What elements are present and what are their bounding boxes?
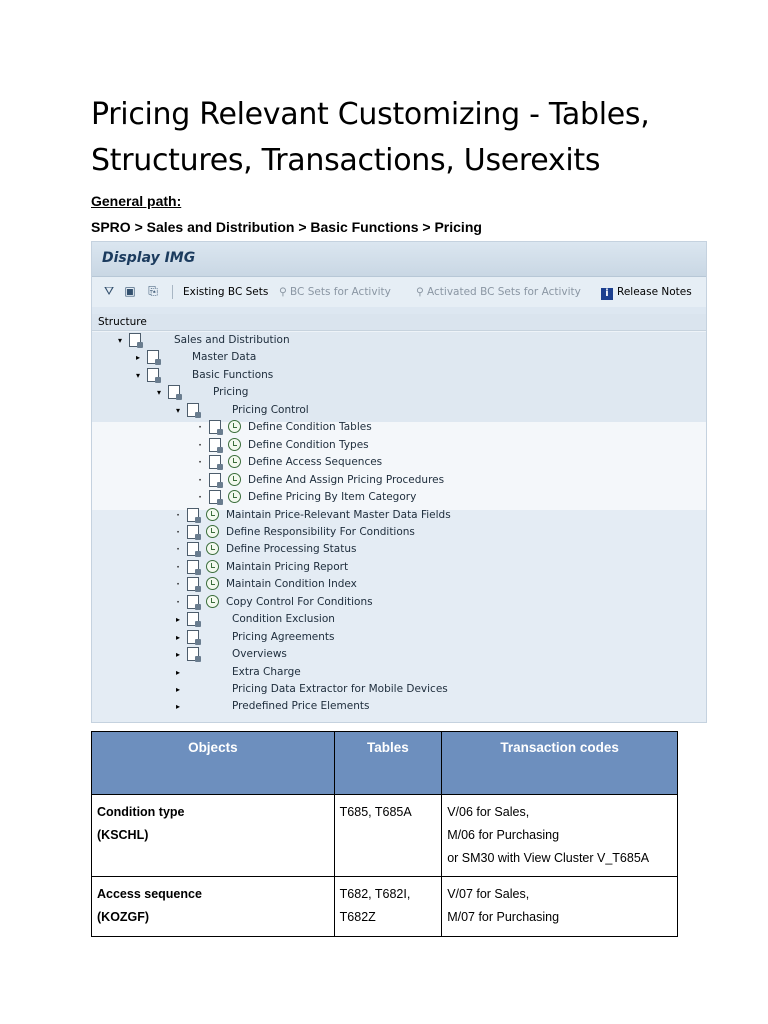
table-row bbox=[92, 877, 678, 937]
tree-node-label[interactable]: Master Data bbox=[192, 351, 257, 364]
info-icon: i bbox=[601, 288, 613, 300]
tree-node-label[interactable]: Sales and Distribution bbox=[174, 334, 290, 346]
leaf-bullet-icon[interactable]: · bbox=[198, 490, 202, 505]
document-icon[interactable] bbox=[187, 647, 199, 661]
bc-sets-for-activity-label: BC Sets for Activity bbox=[290, 286, 391, 298]
tree-node[interactable] bbox=[92, 611, 706, 628]
tree-node-label[interactable]: Define And Assign Pricing Procedures bbox=[248, 473, 445, 486]
tree-node[interactable] bbox=[92, 681, 706, 698]
tree-node[interactable] bbox=[92, 349, 706, 366]
expanded-arrow-icon[interactable]: ▾ bbox=[175, 405, 180, 415]
header-tables: Tables bbox=[334, 732, 442, 795]
document-icon[interactable] bbox=[209, 438, 221, 452]
tcode-line: V/07 for Sales, bbox=[447, 887, 530, 901]
tables-cell bbox=[334, 877, 442, 937]
sap-window-title: Display IMG bbox=[102, 250, 196, 266]
general-path: SPRO > Sales and Distribution > Basic Functions > Pricing bbox=[91, 219, 482, 235]
tree-node[interactable] bbox=[92, 524, 706, 541]
document-icon[interactable] bbox=[187, 577, 199, 591]
tree-node-label[interactable]: Extra Charge bbox=[232, 665, 301, 678]
release-notes-label: Release Notes bbox=[617, 286, 692, 298]
leaf-bullet-icon[interactable]: · bbox=[176, 507, 180, 522]
execute-clock-icon[interactable] bbox=[206, 542, 219, 555]
document-icon[interactable] bbox=[168, 385, 180, 399]
table-row bbox=[92, 795, 678, 877]
document-icon[interactable] bbox=[209, 473, 221, 487]
sap-display-img-screenshot bbox=[91, 241, 707, 723]
collapsed-arrow-icon[interactable]: ▸ bbox=[135, 353, 140, 363]
collapsed-arrow-icon[interactable]: ▸ bbox=[175, 702, 180, 712]
sap-title-bar bbox=[92, 242, 706, 277]
release-notes-button[interactable] bbox=[601, 286, 692, 300]
expanded-arrow-icon[interactable]: ▾ bbox=[117, 336, 122, 345]
tree-node[interactable] bbox=[92, 437, 706, 454]
tree-node[interactable] bbox=[92, 402, 706, 419]
table-names: T682Z bbox=[339, 910, 376, 924]
document-icon[interactable] bbox=[209, 490, 221, 504]
general-path-label: General path: bbox=[91, 193, 182, 209]
execute-clock-icon[interactable] bbox=[206, 508, 219, 521]
document-icon[interactable] bbox=[187, 542, 199, 556]
tree-node[interactable] bbox=[92, 576, 706, 593]
img-structure-tree bbox=[92, 314, 706, 722]
bc-sets-icon: ⚲ bbox=[279, 286, 291, 298]
sap-toolbar bbox=[92, 277, 706, 307]
document-icon[interactable] bbox=[187, 630, 199, 644]
leaf-bullet-icon[interactable]: · bbox=[198, 437, 202, 452]
tcode-line: or SM30 with View Cluster V_T685A bbox=[447, 851, 650, 865]
tree-node-label[interactable]: Maintain Condition Index bbox=[226, 578, 357, 591]
table-header-row bbox=[92, 732, 678, 795]
save-icon[interactable]: ▣ bbox=[124, 284, 136, 298]
activated-bc-sets-button[interactable] bbox=[416, 286, 581, 298]
document-icon[interactable] bbox=[187, 595, 199, 609]
table-names: T685, T685A bbox=[339, 805, 412, 819]
collapsed-arrow-icon[interactable]: ▸ bbox=[175, 685, 180, 694]
objects-table bbox=[91, 731, 678, 937]
object-cell bbox=[92, 877, 335, 937]
tree-node[interactable] bbox=[92, 489, 706, 506]
document-icon[interactable] bbox=[129, 333, 141, 347]
export-icon[interactable]: ⎘ bbox=[148, 284, 158, 298]
leaf-bullet-icon[interactable]: · bbox=[176, 542, 180, 557]
document-icon[interactable] bbox=[187, 525, 199, 539]
document-icon[interactable] bbox=[187, 560, 199, 574]
leaf-bullet-icon[interactable]: · bbox=[176, 524, 180, 539]
tree-node-label[interactable]: Condition Exclusion bbox=[232, 613, 335, 626]
tree-node[interactable] bbox=[92, 541, 706, 558]
tree-node-label[interactable]: Define Pricing By Item Category bbox=[248, 491, 417, 504]
tree-node[interactable] bbox=[92, 367, 706, 384]
document-icon[interactable] bbox=[187, 508, 199, 522]
page-title: Pricing Relevant Customizing - Tables, Structures, Transactions, Userexits bbox=[91, 97, 650, 178]
tcode-line: M/07 for Purchasing bbox=[447, 910, 560, 924]
collapsed-arrow-icon[interactable]: ▸ bbox=[175, 632, 180, 642]
bc-sets-for-activity-button[interactable] bbox=[279, 286, 391, 298]
expanded-arrow-icon[interactable]: ▾ bbox=[156, 388, 161, 398]
collapsed-arrow-icon[interactable]: ▸ bbox=[175, 667, 180, 677]
header-transaction-codes: Transaction codes bbox=[442, 732, 678, 795]
document-icon[interactable] bbox=[147, 350, 159, 364]
leaf-bullet-icon[interactable]: · bbox=[198, 455, 202, 470]
tree-node-label[interactable]: Define Responsibility For Conditions bbox=[226, 525, 415, 538]
document-icon[interactable] bbox=[209, 455, 221, 469]
tcode-line: V/06 for Sales, bbox=[447, 805, 530, 819]
document-icon[interactable] bbox=[187, 403, 199, 417]
object-cell bbox=[92, 795, 335, 877]
leaf-bullet-icon[interactable]: · bbox=[176, 594, 180, 609]
tcodes-cell bbox=[442, 795, 678, 877]
leaf-bullet-icon[interactable]: · bbox=[198, 420, 202, 435]
tree-node[interactable] bbox=[92, 559, 706, 576]
execute-clock-icon[interactable] bbox=[228, 438, 241, 451]
tree-node[interactable] bbox=[92, 472, 706, 489]
tree-node-label[interactable]: Basic Functions bbox=[192, 368, 274, 381]
tree-node-label[interactable]: Pricing Control bbox=[232, 403, 309, 416]
tcode-line: M/06 for Purchasing bbox=[447, 828, 560, 842]
tree-node[interactable] bbox=[92, 664, 706, 681]
tree-node-label[interactable]: Define Access Sequences bbox=[248, 456, 383, 469]
expanded-arrow-icon[interactable]: ▾ bbox=[135, 370, 140, 380]
tree-node[interactable] bbox=[92, 332, 706, 349]
execute-clock-icon[interactable] bbox=[228, 420, 241, 433]
collapsed-arrow-icon[interactable]: ▸ bbox=[175, 615, 180, 625]
tree-node-label[interactable]: Maintain Pricing Report bbox=[226, 560, 349, 573]
leaf-bullet-icon[interactable]: · bbox=[176, 577, 180, 592]
execute-clock-icon[interactable] bbox=[206, 560, 219, 573]
tree-node[interactable] bbox=[92, 454, 706, 471]
filter-icon[interactable]: ⛛ bbox=[103, 284, 115, 298]
tree-node[interactable] bbox=[92, 629, 706, 646]
activated-bc-sets-label: Activated BC Sets for Activity bbox=[427, 286, 581, 298]
execute-clock-icon[interactable] bbox=[228, 473, 241, 486]
tree-node[interactable] bbox=[92, 507, 706, 524]
leaf-bullet-icon[interactable]: · bbox=[176, 559, 180, 574]
document-icon[interactable] bbox=[209, 420, 221, 434]
table-names: T682, T682I, bbox=[339, 887, 411, 901]
tree-node-label[interactable]: Overviews bbox=[232, 648, 287, 661]
tree-node-label[interactable]: Copy Control For Conditions bbox=[226, 595, 373, 608]
collapsed-arrow-icon[interactable]: ▸ bbox=[175, 650, 180, 660]
tree-node-label[interactable]: Pricing bbox=[213, 386, 249, 399]
tree-node[interactable] bbox=[92, 419, 706, 436]
tree-node-label[interactable]: Maintain Price-Relevant Master Data Fields bbox=[226, 508, 451, 521]
tcodes-cell bbox=[442, 877, 678, 937]
object-field: (KSCHL) bbox=[97, 828, 149, 842]
tree-node[interactable] bbox=[92, 698, 706, 715]
tree-node-label[interactable]: Define Condition Types bbox=[248, 438, 369, 451]
tree-node[interactable] bbox=[92, 594, 706, 611]
execute-clock-icon[interactable] bbox=[206, 595, 219, 608]
execute-clock-icon[interactable] bbox=[206, 577, 219, 590]
execute-clock-icon[interactable] bbox=[206, 525, 219, 538]
tree-node[interactable] bbox=[92, 384, 706, 401]
existing-bc-sets-button[interactable]: Existing BC Sets bbox=[183, 286, 269, 298]
tree-node-label[interactable]: Define Processing Status bbox=[226, 543, 357, 556]
tables-cell bbox=[334, 795, 442, 877]
tree-node-label[interactable]: Define Condition Tables bbox=[248, 421, 372, 434]
execute-clock-icon[interactable] bbox=[228, 490, 241, 503]
activated-bc-sets-icon: ⚲ bbox=[416, 286, 428, 298]
document-icon[interactable] bbox=[187, 612, 199, 626]
tree-node-label[interactable]: Predefined Price Elements bbox=[232, 700, 370, 713]
leaf-bullet-icon[interactable]: · bbox=[198, 472, 202, 487]
object-name: Condition type bbox=[97, 805, 185, 819]
structure-header: Structure bbox=[92, 314, 706, 331]
object-name: Access sequence bbox=[97, 887, 202, 901]
object-field: (KOZGF) bbox=[97, 910, 150, 924]
tree-node[interactable] bbox=[92, 646, 706, 663]
header-objects: Objects bbox=[92, 732, 335, 795]
tree-node-label[interactable]: Pricing Data Extractor for Mobile Devices bbox=[232, 683, 448, 695]
document-icon[interactable] bbox=[147, 368, 159, 382]
tree-node-label[interactable]: Pricing Agreements bbox=[232, 630, 335, 643]
execute-clock-icon[interactable] bbox=[228, 455, 241, 468]
toolbar-separator bbox=[172, 285, 173, 299]
